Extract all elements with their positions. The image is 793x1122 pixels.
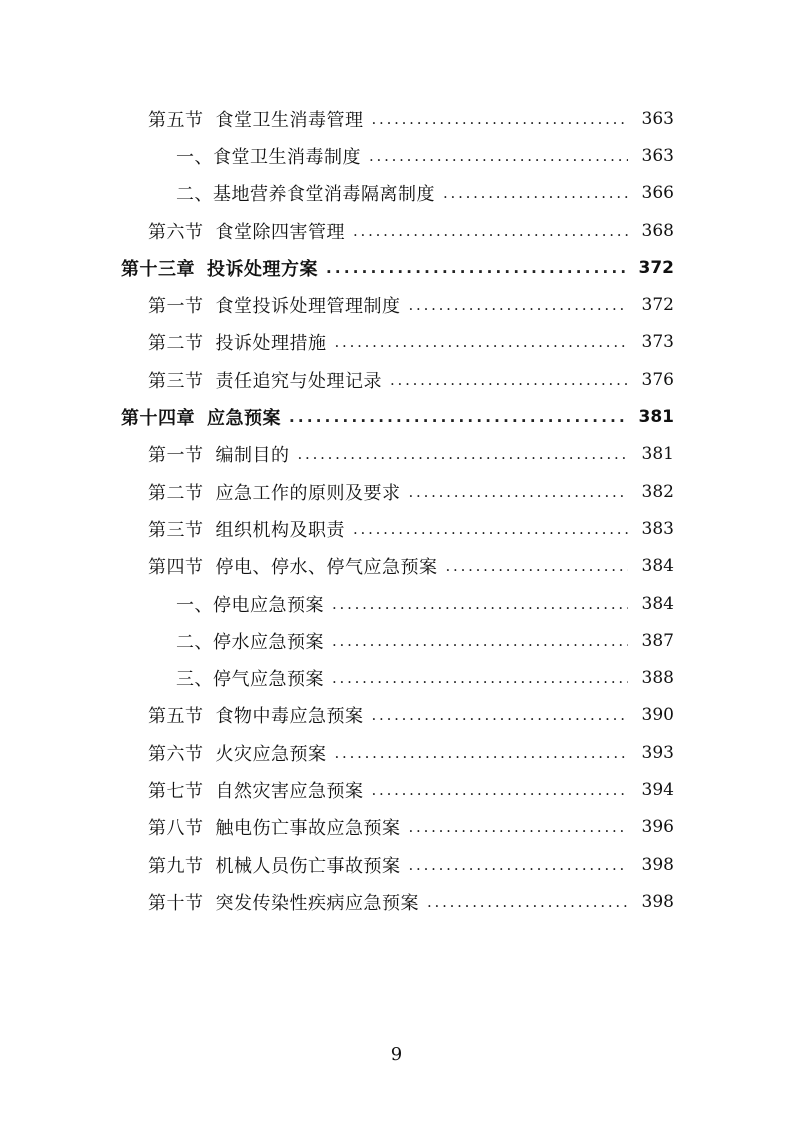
dot-leader	[369, 147, 628, 165]
toc-section-entry[interactable]	[0, 846, 793, 883]
dot-leader	[409, 818, 629, 836]
toc-section-entry[interactable]	[0, 286, 793, 323]
toc-entry-title: 二、停水应急预案	[176, 631, 324, 653]
toc-subsection-entry[interactable]	[0, 659, 793, 696]
dot-leader	[332, 632, 628, 650]
toc-section-entry[interactable]	[0, 510, 793, 547]
toc-entry-page: 376	[641, 369, 674, 390]
dot-leader	[372, 110, 629, 128]
toc-chapter-entry[interactable]	[0, 249, 793, 286]
toc-entry-title: 三、停气应急预案	[176, 669, 324, 691]
toc-entry-page: 394	[641, 779, 674, 800]
toc-entry-title: 应急工作的原则及要求	[215, 482, 401, 504]
toc-section-entry[interactable]	[0, 212, 793, 249]
toc-subsection-entry[interactable]	[0, 137, 793, 174]
dot-leader	[335, 333, 629, 351]
dot-leader	[390, 371, 628, 389]
toc-section-entry[interactable]	[0, 809, 793, 846]
toc-section-entry[interactable]	[0, 548, 793, 585]
dot-leader	[298, 445, 629, 463]
toc-entry-title: 二、基地营养食堂消毒隔离制度	[176, 184, 435, 206]
toc-entry-page: 381	[638, 407, 674, 428]
toc-entry-title: 投诉处理措施	[215, 333, 327, 355]
toc-entry-page: 387	[641, 630, 674, 651]
toc-entry-page: 382	[641, 481, 674, 502]
toc-entry-title: 食物中毒应急预案	[215, 706, 364, 728]
toc-entry-page: 368	[641, 220, 674, 241]
toc-section-entry[interactable]	[0, 361, 793, 398]
toc-entry-title: 食堂投诉处理管理制度	[215, 296, 401, 318]
toc-entry-number: 第八节	[148, 818, 204, 840]
toc-entry-number: 第一节	[148, 296, 204, 318]
toc-entry-page: 373	[641, 332, 674, 353]
toc-entry-number: 第五节	[148, 706, 204, 728]
toc-section-entry[interactable]	[0, 436, 793, 473]
toc-entry-number: 第十节	[148, 892, 204, 914]
toc-entry-page: 388	[641, 668, 674, 689]
dot-leader	[335, 744, 629, 762]
toc-entry-title: 组织机构及职责	[215, 519, 345, 541]
dot-leader	[289, 408, 628, 426]
toc-entry-page: 363	[641, 108, 674, 129]
dot-leader	[409, 296, 629, 314]
toc-entry-title: 应急预案	[207, 408, 281, 430]
toc-entry-number: 第三节	[148, 370, 204, 392]
toc-entry-title: 食堂卫生消毒管理	[215, 109, 364, 131]
toc-subsection-entry[interactable]	[0, 175, 793, 212]
dot-leader	[409, 483, 629, 501]
dot-leader	[326, 259, 628, 277]
toc-entry-title: 自然灾害应急预案	[215, 780, 364, 802]
page-number: 9	[390, 1044, 403, 1065]
toc-entry-page: 384	[641, 593, 674, 614]
toc-subsection-entry[interactable]	[0, 585, 793, 622]
toc-entry-title: 食堂除四害管理	[215, 221, 345, 243]
toc-entry-number: 第十三章	[121, 258, 195, 280]
toc-entry-page: 372	[638, 257, 674, 278]
toc-entry-title: 投诉处理方案	[207, 258, 318, 280]
toc-entry-title: 编制目的	[215, 445, 290, 467]
toc-entry-title: 突发传染性疾病应急预案	[215, 892, 419, 914]
toc-entry-title: 一、食堂卫生消毒制度	[176, 146, 361, 168]
toc-chapter-entry[interactable]	[0, 398, 793, 435]
toc-entry-number: 第九节	[148, 855, 204, 877]
dot-leader	[443, 184, 628, 202]
toc-section-entry[interactable]	[0, 473, 793, 510]
table-of-contents	[0, 100, 793, 921]
toc-entry-number: 第五节	[148, 109, 204, 131]
toc-section-entry[interactable]	[0, 771, 793, 808]
dot-leader	[332, 669, 628, 687]
toc-entry-page: 383	[641, 518, 674, 539]
toc-entry-title: 停电、停水、停气应急预案	[215, 557, 438, 579]
toc-entry-page: 384	[641, 556, 674, 577]
dot-leader	[372, 781, 629, 799]
toc-entry-page: 398	[641, 891, 674, 912]
dot-leader	[446, 557, 629, 575]
toc-entry-page: 396	[641, 817, 674, 838]
toc-entry-number: 第二节	[148, 333, 204, 355]
dot-leader	[409, 856, 629, 874]
toc-section-entry[interactable]	[0, 324, 793, 361]
toc-section-entry[interactable]	[0, 883, 793, 920]
dot-leader	[353, 520, 628, 538]
toc-entry-page: 393	[641, 742, 674, 763]
toc-subsection-entry[interactable]	[0, 622, 793, 659]
dot-leader	[332, 595, 628, 613]
toc-entry-page: 398	[641, 854, 674, 875]
toc-entry-title: 触电伤亡事故应急预案	[215, 818, 401, 840]
dot-leader	[353, 222, 628, 240]
toc-entry-page: 381	[641, 444, 674, 465]
toc-section-entry[interactable]	[0, 100, 793, 137]
toc-entry-page: 372	[641, 295, 674, 316]
toc-entry-title: 责任追究与处理记录	[215, 370, 382, 392]
toc-entry-number: 第七节	[148, 780, 204, 802]
toc-section-entry[interactable]	[0, 734, 793, 771]
toc-entry-number: 第一节	[148, 445, 204, 467]
toc-section-entry[interactable]	[0, 697, 793, 734]
toc-entry-page: 363	[641, 145, 674, 166]
toc-entry-number: 第六节	[148, 221, 204, 243]
toc-entry-page: 366	[641, 183, 674, 204]
toc-entry-page: 390	[641, 705, 674, 726]
toc-entry-title: 火灾应急预案	[215, 743, 327, 765]
toc-entry-number: 第四节	[148, 557, 204, 579]
toc-entry-number: 第十四章	[121, 408, 195, 430]
dot-leader	[372, 706, 629, 724]
dot-leader	[427, 893, 628, 911]
toc-entry-number: 第三节	[148, 519, 204, 541]
toc-entry-number: 第二节	[148, 482, 204, 504]
toc-entry-title: 一、停电应急预案	[176, 594, 324, 616]
toc-entry-title: 机械人员伤亡事故预案	[215, 855, 401, 877]
toc-entry-number: 第六节	[148, 743, 204, 765]
